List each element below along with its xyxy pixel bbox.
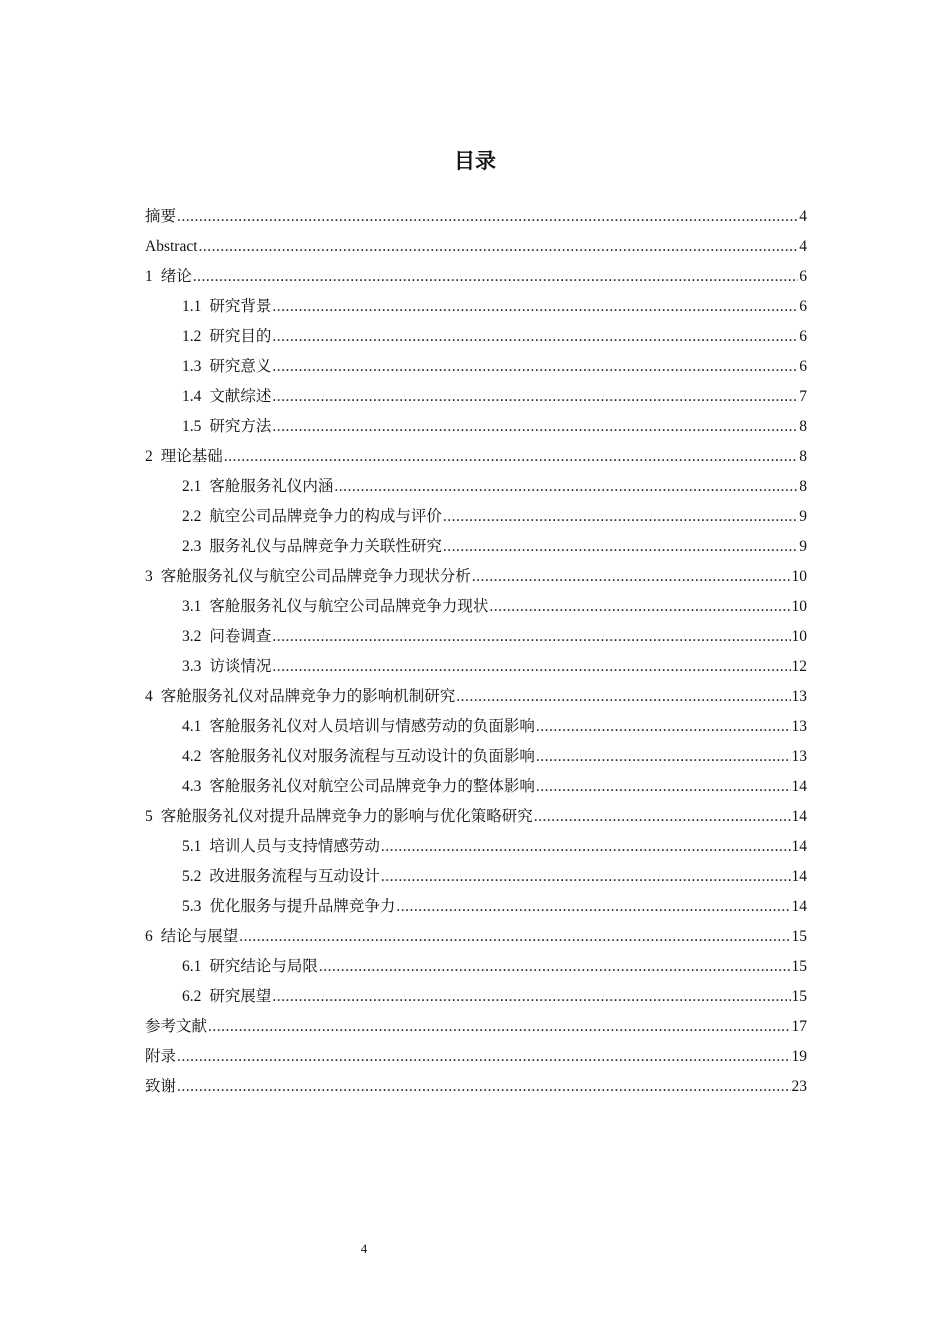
toc-entry-number: 2.2 xyxy=(182,508,202,525)
toc-entry-title: 客舱服务礼仪内涵 xyxy=(209,478,334,495)
toc-entry-number: 5 xyxy=(145,808,153,825)
toc-dot-leader xyxy=(472,562,791,592)
toc-entry-page: 23 xyxy=(791,1078,807,1095)
toc-entry-number: 1 xyxy=(145,268,153,285)
toc-dot-leader xyxy=(272,352,798,382)
toc-entry-number: 3 xyxy=(145,568,153,585)
toc-entry-page: 15 xyxy=(791,988,807,1005)
toc-entry-title: 访谈情况 xyxy=(209,658,272,675)
toc-entry-number: 6.2 xyxy=(182,988,202,1005)
toc-entry-title: 摘要 xyxy=(145,208,177,225)
toc-entry-page: 4 xyxy=(799,238,807,255)
toc-entry-title: Abstract xyxy=(145,238,198,255)
toc-entry-page: 14 xyxy=(791,808,807,825)
toc-dot-leader xyxy=(272,322,798,352)
toc-dot-leader xyxy=(224,442,798,472)
toc-entry-page: 4 xyxy=(799,208,807,225)
toc-entry-title: 致谢 xyxy=(145,1078,177,1095)
toc-entry-number: 1.4 xyxy=(182,388,202,405)
toc-entry-page: 10 xyxy=(791,598,807,615)
toc-entry-page: 13 xyxy=(791,718,807,735)
toc-entry-page: 14 xyxy=(791,898,807,915)
page-title: 目录 xyxy=(454,149,496,173)
toc-dot-leader xyxy=(193,262,798,292)
toc-dot-leader xyxy=(489,592,790,622)
toc-entry[interactable] xyxy=(145,262,807,292)
toc-entry-number: 2.1 xyxy=(182,478,202,495)
toc-entry[interactable] xyxy=(145,652,807,682)
toc-dot-leader xyxy=(177,1042,790,1072)
toc-dot-leader xyxy=(272,982,790,1012)
toc-dot-leader xyxy=(534,802,791,832)
toc-dot-leader xyxy=(536,742,791,772)
toc-entry[interactable] xyxy=(145,922,807,952)
toc-entry[interactable] xyxy=(145,1012,807,1042)
toc-dot-leader xyxy=(177,202,798,232)
toc-entry-page: 6 xyxy=(799,268,807,285)
toc-dot-leader xyxy=(456,682,790,712)
toc-entry-title: 研究目的 xyxy=(209,328,272,345)
toc-entry-page: 15 xyxy=(791,928,807,945)
toc-entry-number: 4.2 xyxy=(182,748,202,765)
toc-dot-leader xyxy=(272,622,790,652)
toc-entry-page: 15 xyxy=(791,958,807,975)
toc-entry-number: 1.2 xyxy=(182,328,202,345)
toc-entry-number: 2 xyxy=(145,448,153,465)
toc-dot-leader xyxy=(396,892,790,922)
toc-entry-number: 3.3 xyxy=(182,658,202,675)
toc-entry-number: 1.1 xyxy=(182,298,202,315)
toc-entry-title: 客舱服务礼仪对服务流程与互动设计的负面影响 xyxy=(209,748,535,765)
toc-entry-title: 研究意义 xyxy=(209,358,272,375)
toc-entry[interactable] xyxy=(145,562,807,592)
toc-dot-leader xyxy=(381,862,791,892)
toc-entry-title: 客舱服务礼仪对航空公司品牌竞争力的整体影响 xyxy=(209,778,535,795)
toc-dot-leader xyxy=(381,832,791,862)
toc-entry-title: 优化服务与提升品牌竞争力 xyxy=(209,898,396,915)
toc-entry-page: 14 xyxy=(791,868,807,885)
toc-entry-page: 9 xyxy=(799,538,807,555)
toc-entry[interactable] xyxy=(145,532,807,562)
toc-entry[interactable] xyxy=(145,472,807,502)
toc-entry-title: 航空公司品牌竞争力的构成与评价 xyxy=(209,508,442,525)
toc-dot-leader xyxy=(536,772,791,802)
toc-entry-page: 8 xyxy=(799,448,807,465)
table-of-contents xyxy=(145,202,807,1102)
toc-dot-leader xyxy=(239,922,790,952)
page-number: 4 xyxy=(360,1241,368,1256)
toc-entry-page: 19 xyxy=(791,1048,807,1065)
toc-entry-number: 4.1 xyxy=(182,718,202,735)
toc-entry-title: 研究展望 xyxy=(209,988,272,1005)
toc-dot-leader xyxy=(272,652,790,682)
toc-entry-title: 客舱服务礼仪与航空公司品牌竞争力现状 xyxy=(209,598,489,615)
toc-entry-title: 绪论 xyxy=(160,268,192,285)
toc-entry-page: 6 xyxy=(799,358,807,375)
toc-entry-page: 6 xyxy=(799,298,807,315)
toc-dot-leader xyxy=(199,232,799,262)
toc-entry-page: 12 xyxy=(791,658,807,675)
toc-dot-leader xyxy=(334,472,798,502)
toc-dot-leader xyxy=(208,1012,790,1042)
toc-dot-leader xyxy=(443,532,798,562)
toc-entry-number: 2.3 xyxy=(182,538,202,555)
toc-dot-leader xyxy=(536,712,791,742)
toc-entry-title: 客舱服务礼仪与航空公司品牌竞争力现状分析 xyxy=(160,568,471,585)
toc-entry-title: 附录 xyxy=(145,1048,177,1065)
toc-entry-title: 客舱服务礼仪对提升品牌竞争力的影响与优化策略研究 xyxy=(160,808,533,825)
toc-entry-page: 9 xyxy=(799,508,807,525)
toc-entry-page: 8 xyxy=(799,418,807,435)
toc-entry-number: 6.1 xyxy=(182,958,202,975)
toc-entry-title: 参考文献 xyxy=(145,1018,208,1035)
toc-dot-leader xyxy=(319,952,791,982)
toc-entry-number: 3.2 xyxy=(182,628,202,645)
toc-entry[interactable] xyxy=(145,952,807,982)
toc-entry-number: 1.3 xyxy=(182,358,202,375)
toc-entry[interactable] xyxy=(145,832,807,862)
toc-entry[interactable] xyxy=(145,442,807,472)
toc-entry-title: 研究背景 xyxy=(209,298,272,315)
toc-entry-page: 17 xyxy=(791,1018,807,1035)
toc-entry[interactable] xyxy=(145,592,807,622)
toc-entry[interactable] xyxy=(145,1042,807,1072)
toc-entry[interactable] xyxy=(145,802,807,832)
toc-entry[interactable] xyxy=(145,352,807,382)
toc-entry-page: 10 xyxy=(791,568,807,585)
toc-entry-title: 客舱服务礼仪对品牌竞争力的影响机制研究 xyxy=(160,688,456,705)
toc-entry[interactable] xyxy=(145,292,807,322)
toc-entry-title: 研究结论与局限 xyxy=(209,958,318,975)
toc-entry-number: 3.1 xyxy=(182,598,202,615)
toc-entry[interactable] xyxy=(145,502,807,532)
toc-entry[interactable] xyxy=(145,682,807,712)
toc-dot-leader xyxy=(272,382,798,412)
toc-entry[interactable] xyxy=(145,382,807,412)
toc-dot-leader xyxy=(272,292,798,322)
toc-entry[interactable] xyxy=(145,322,807,352)
toc-entry-number: 5.3 xyxy=(182,898,202,915)
toc-entry-page: 13 xyxy=(791,688,807,705)
toc-entry-number: 1.5 xyxy=(182,418,202,435)
toc-entry-page: 10 xyxy=(791,628,807,645)
toc-entry-page: 14 xyxy=(791,778,807,795)
toc-entry-title: 文献综述 xyxy=(209,388,272,405)
toc-entry-number: 4 xyxy=(145,688,153,705)
toc-entry-title: 研究方法 xyxy=(209,418,272,435)
toc-entry[interactable] xyxy=(145,742,807,772)
toc-entry[interactable] xyxy=(145,712,807,742)
toc-entry[interactable] xyxy=(145,232,807,262)
toc-dot-leader xyxy=(443,502,798,532)
toc-entry-page: 6 xyxy=(799,328,807,345)
toc-dot-leader xyxy=(177,1072,790,1102)
toc-entry[interactable] xyxy=(145,202,807,232)
toc-entry-title: 服务礼仪与品牌竞争力关联性研究 xyxy=(209,538,442,555)
toc-entry-title: 结论与展望 xyxy=(160,928,239,945)
toc-dot-leader xyxy=(272,412,798,442)
toc-entry-number: 4.3 xyxy=(182,778,202,795)
toc-entry-page: 8 xyxy=(799,478,807,495)
toc-entry-page: 7 xyxy=(799,388,807,405)
toc-entry-page: 14 xyxy=(791,838,807,855)
toc-entry-title: 客舱服务礼仪对人员培训与情感劳动的负面影响 xyxy=(209,718,535,735)
toc-entry-title: 理论基础 xyxy=(160,448,223,465)
toc-entry[interactable] xyxy=(145,1072,807,1102)
toc-entry[interactable] xyxy=(145,622,807,652)
toc-entry-page: 13 xyxy=(791,748,807,765)
toc-entry[interactable] xyxy=(145,772,807,802)
toc-entry-number: 5.1 xyxy=(182,838,202,855)
toc-entry[interactable] xyxy=(145,982,807,1012)
toc-entry-title: 改进服务流程与互动设计 xyxy=(209,868,380,885)
toc-entry[interactable] xyxy=(145,892,807,922)
toc-entry-title: 问卷调查 xyxy=(209,628,272,645)
toc-entry-number: 5.2 xyxy=(182,868,202,885)
toc-entry[interactable] xyxy=(145,412,807,442)
toc-entry[interactable] xyxy=(145,862,807,892)
toc-entry-title: 培训人员与支持情感劳动 xyxy=(209,838,380,855)
toc-entry-number: 6 xyxy=(145,928,153,945)
